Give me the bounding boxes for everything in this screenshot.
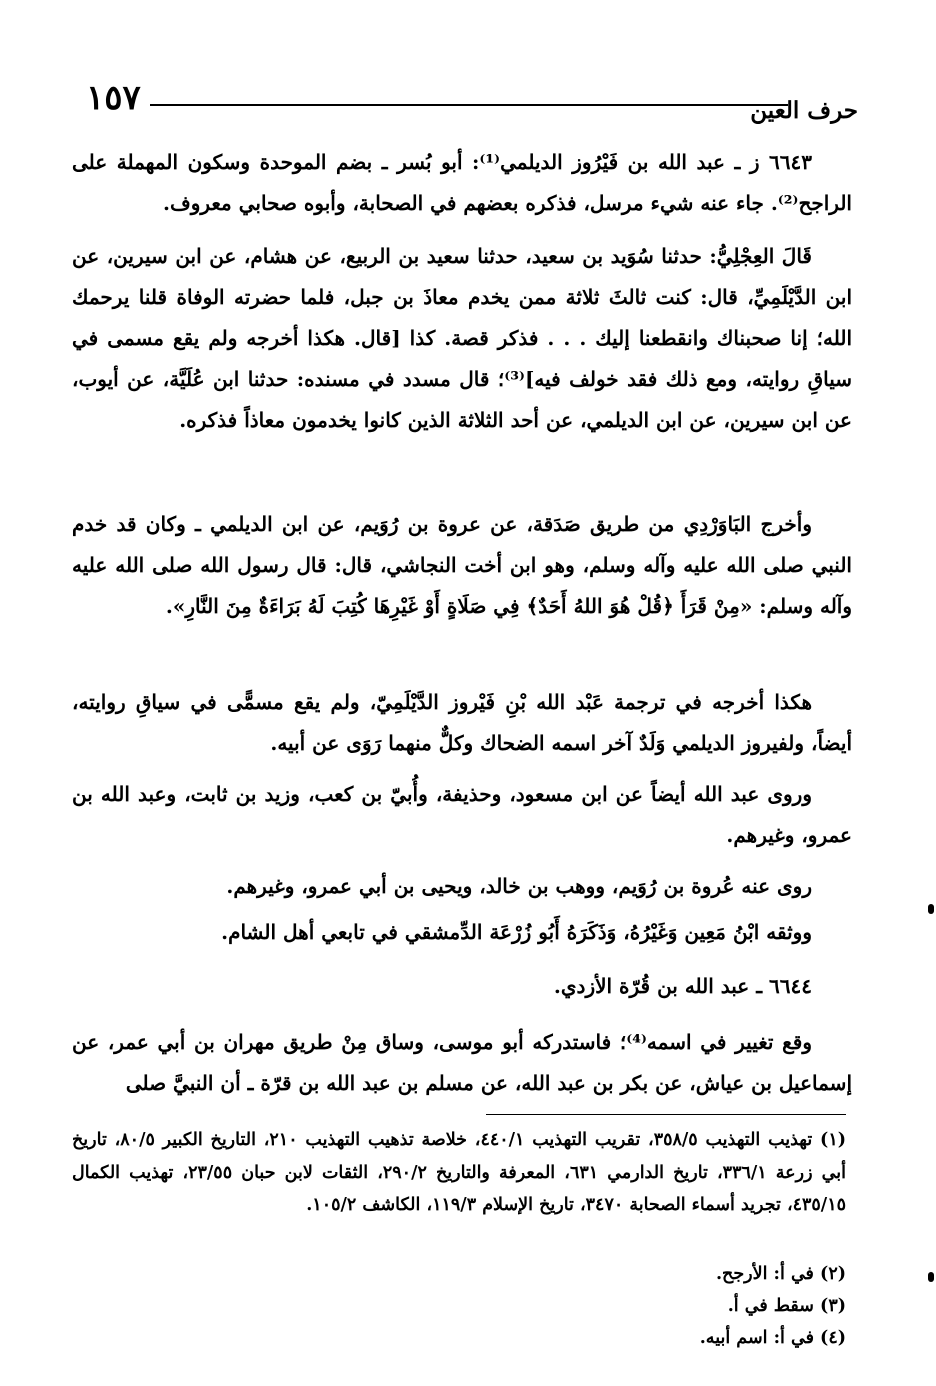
scan-edge-mark [928, 904, 934, 914]
paragraph-hakadha: هكذا أخرجه في ترجمة عَبْد الله بْنِ فَيْروز الدَّيْلَمِيّ، ولم يقع مسمًّى في سياقِ روايته، أيضاً، ولفيروز الديلمي وَلَدٌ آخر اسمه الضحاك وكلٌّ منهما رَوَى عن أبيه. [72, 690, 852, 755]
paragraph-bawardi: وأخرج البَاوَرْدِي من طريق صَدَقة، عن عروة بن رُوَيم، عن ابن الديلمي ـ وكان قد خدم النبي صلى الله عليه وآله وسلم، وهو ابن أخت النجاشي، قال: قال رسول الله صلى الله عليه وآله وسلم: «مِنْ قَرَأَ ﴿قُلْ هُوَ اللهُ أَحَدٌ﴾ فِي صَلَاةٍ أَوْ غَيْرِهَا كُتِبَ لَهُ بَرَاءَةٌ مِنَ النَّارِ». [72, 512, 852, 618]
paragraph-ijli: قَالَ العِجْلِيُّ: حدثنا سُوَيد بن سعيد، حدثنا سعيد بن الربيع، عن هشام، عن ابن سيرين، عن ابن الدَّيْلَمِيِّ، قال: كنت ثالثَ ثلاثة ممن يخدم معاذَ بن جبل، فلما حضرته الوفاة قلنا يرحمك الله؛ إنا صحبناك وانقطعنا إليك . . . فذكر قصة. كذا [قال. هكذا أخرجه ولم يقع مسمى في سياقِ روايته، ومع ذلك فقد خولف فيه]⁽³⁾؛ قال مسدد في مسنده: حدثنا ابن عُلَيَّة، عن أيوب، عن ابن سيرين، عن ابن الديلمي، عن أحد الثلاثة الذين كانوا يخدمون معاذاً فذكره. [72, 244, 852, 432]
paragraph-riwaya: وروى عبد الله أيضاً عن ابن مسعود، وحذيفة، وأُبيّ بن كعب، وزيد بن ثابت، وعبد الله بن عمرو، وغيرهم. [72, 782, 852, 847]
scan-edge-mark [928, 1272, 934, 1282]
footnote-3: (٣) سقط في أ. [727, 1296, 846, 1316]
footnote-1: (١) تهذيب التهذيب ٣٥٨/٥، تقريب التهذيب ٤٤٠/١، خلاصة تذهيب التهذيب ٢١٠، التاريخ الكبير ٨٠/٥، تاريخ أبي زرعة ٣٣٦/١، تاريخ الدارمي ٦٣١، المعرفة والتاريخ ٢٩٠/٢، الثقات لابن حبان ٢٣/٥٥، تهذيب الكمال ٤٣٥/١٥، تجريد أسماء الصحابة ٣٤٧٠، تاريخ الإسلام ١١٩/٣، الكاشف ١٠٥/٢. [72, 1130, 847, 1215]
header-rule [150, 104, 788, 106]
paragraph-students: روى عنه عُروة بن رُوَيم، ووهب بن خالد، ويحيى بن أبي عمرو، وغيرهم. [226, 874, 812, 898]
entry-6644: ٦٦٤٤ ـ عبد الله بن قُرّة الأزدي. [553, 974, 812, 998]
entry-6643: ٦٦٤٣ ز ـ عبد الله بن فَيْرُوز الديلمي⁽¹⁾: أبو بُسر ـ بضم الموحدة وسكون المهملة على الراجح⁽²⁾. جاء عنه شيء مرسل، فذكره بعضهم في الصحابة، وأبوه صحابي معروف. [72, 150, 852, 215]
section-title: حرف العين [750, 97, 858, 124]
paragraph-change: وقع تغيير في اسمه⁽⁴⁾؛ فاستدركه أبو موسى، وساق مِنْ طريق مهران بن أبي عمر، عن إسماعيل بن عياش، عن بكر بن عبد الله، عن مسلم بن عبد الله بن قرّة ـ أن النبيَّ صلى [72, 1030, 852, 1095]
footnote-rule [486, 1114, 846, 1115]
page-number: ١٥٧ [86, 78, 141, 118]
footnote-4: (٤) في أ: اسم أبيه. [699, 1328, 846, 1348]
paragraph-tawthiq: ووثقه ابْنُ مَعِين وَغَيْرُهُ، وَذَكَرَهُ أَبُو زُرْعَة الدِّمشقي في تابعي أهل الشام. [221, 920, 812, 944]
footnote-2: (٢) في أ: الأرجح. [715, 1264, 846, 1284]
